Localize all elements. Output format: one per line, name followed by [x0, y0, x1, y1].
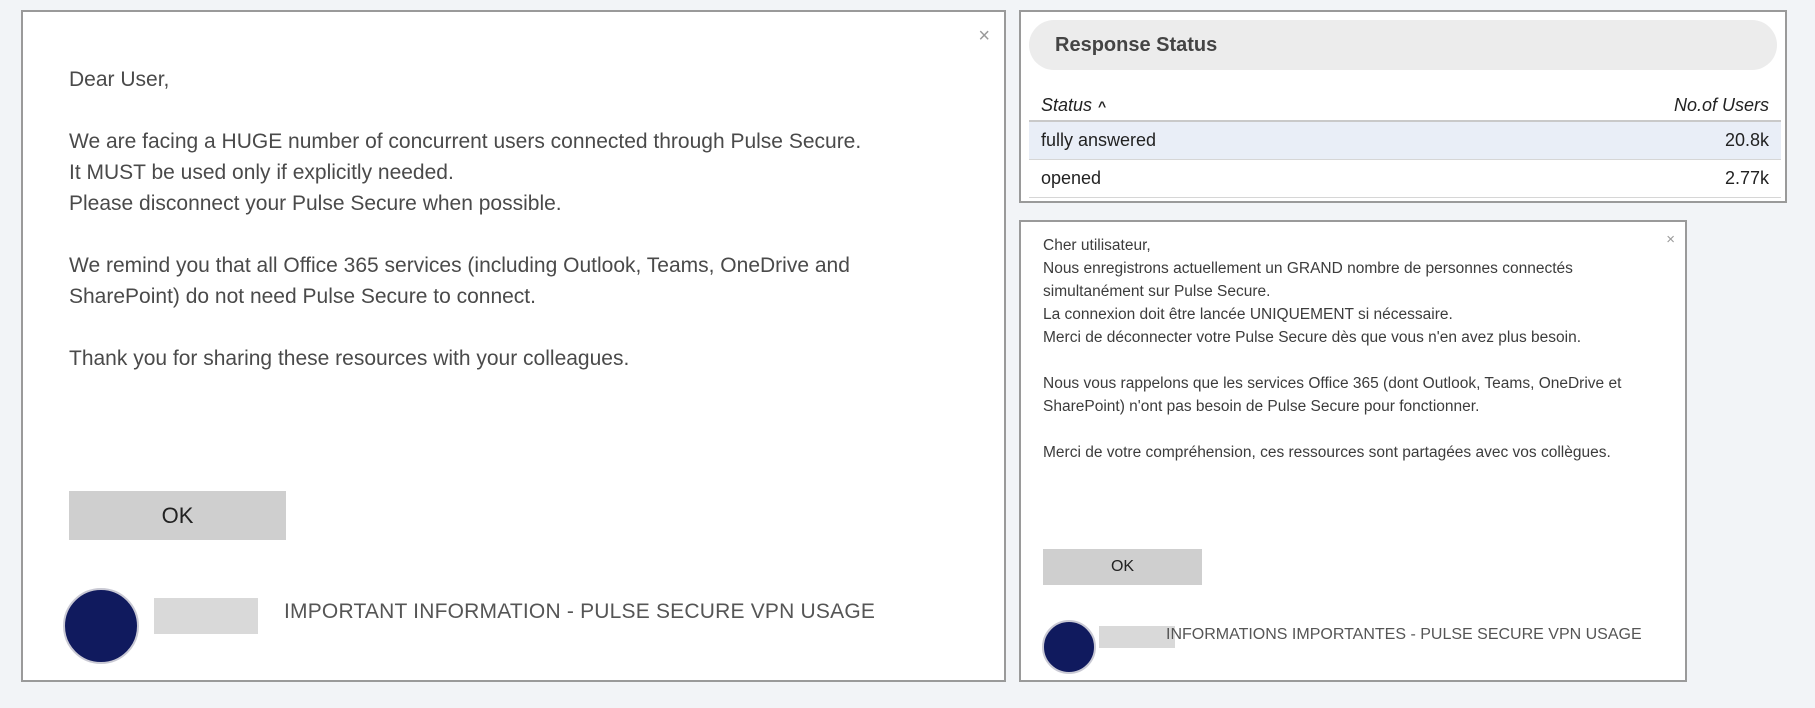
users-column-header[interactable]: No.of Users	[1434, 90, 1781, 121]
notice-subject: INFORMATIONS IMPORTANTES - PULSE SECURE VPN USAGE	[1166, 626, 1642, 643]
status-cell: fully answered	[1029, 121, 1434, 160]
message-body	[1043, 234, 1659, 487]
notice-subject: IMPORTANT INFORMATION - PULSE SECURE VPN USAGE	[284, 600, 876, 623]
redacted-block	[1099, 626, 1175, 648]
line: Please disconnect your Pulse Secure when possible.	[69, 192, 562, 215]
greeting: Dear User,	[69, 68, 170, 91]
panel-title: Response Status	[1029, 20, 1777, 70]
table-header-row	[1029, 90, 1781, 121]
redacted-block	[154, 598, 258, 634]
paragraph-thanks: Merci de votre compréhension, ces ressources sont partagées avec vos collègues.	[1043, 444, 1611, 461]
table-row[interactable]	[1029, 160, 1781, 198]
line: We remind you that all Office 365 services (including Outlook, Teams, OneDrive and	[69, 254, 850, 277]
line: Nous enregistrons actuellement un GRAND nombre de personnes connectés	[1043, 260, 1573, 277]
avatar	[63, 588, 139, 664]
line: Nous vous rappelons que les services Office 365 (dont Outlook, Teams, OneDrive et	[1043, 375, 1622, 392]
paragraph-thanks: Thank you for sharing these resources with your colleagues.	[69, 347, 630, 370]
status-header-label: Status	[1041, 94, 1093, 115]
line: simultanément sur Pulse Secure.	[1043, 283, 1271, 300]
french-notice-dialog	[1019, 220, 1687, 682]
notice-footer	[63, 588, 983, 668]
close-icon[interactable]: ×	[1666, 231, 1675, 248]
avatar	[1042, 620, 1096, 674]
close-icon[interactable]: ×	[978, 25, 990, 47]
sort-ascending-icon[interactable]: ^	[1098, 97, 1107, 114]
line: SharePoint) n'ont pas besoin de Pulse Secure pour fonctionner.	[1043, 398, 1480, 415]
ok-button[interactable]: OK	[1043, 549, 1202, 585]
status-cell: opened	[1029, 160, 1434, 198]
line: It MUST be used only if explicitly needed.	[69, 161, 454, 184]
paragraph-office365	[1043, 372, 1659, 418]
response-status-panel	[1019, 10, 1787, 203]
notice-footer	[1042, 620, 1662, 676]
message-body	[69, 64, 944, 405]
line: SharePoint) do not need Pulse Secure to connect.	[69, 285, 536, 308]
ok-button[interactable]: OK	[69, 491, 286, 540]
users-cell: 2.77k	[1434, 160, 1781, 198]
paragraph-office365	[69, 250, 944, 312]
line: We are facing a HUGE number of concurrent users connected through Pulse Secure.	[69, 130, 862, 153]
status-column-header[interactable]	[1029, 90, 1434, 121]
response-table	[1029, 90, 1781, 198]
paragraph-usage	[1043, 234, 1659, 349]
paragraph-usage	[69, 126, 944, 219]
table-row[interactable]	[1029, 121, 1781, 160]
line: Merci de déconnecter votre Pulse Secure dès que vous n'en avez plus besoin.	[1043, 329, 1582, 346]
line: Cher utilisateur,	[1043, 237, 1151, 254]
users-cell: 20.8k	[1434, 121, 1781, 160]
line: La connexion doit être lancée UNIQUEMENT si nécessaire.	[1043, 306, 1453, 323]
english-notice-dialog	[21, 10, 1006, 682]
